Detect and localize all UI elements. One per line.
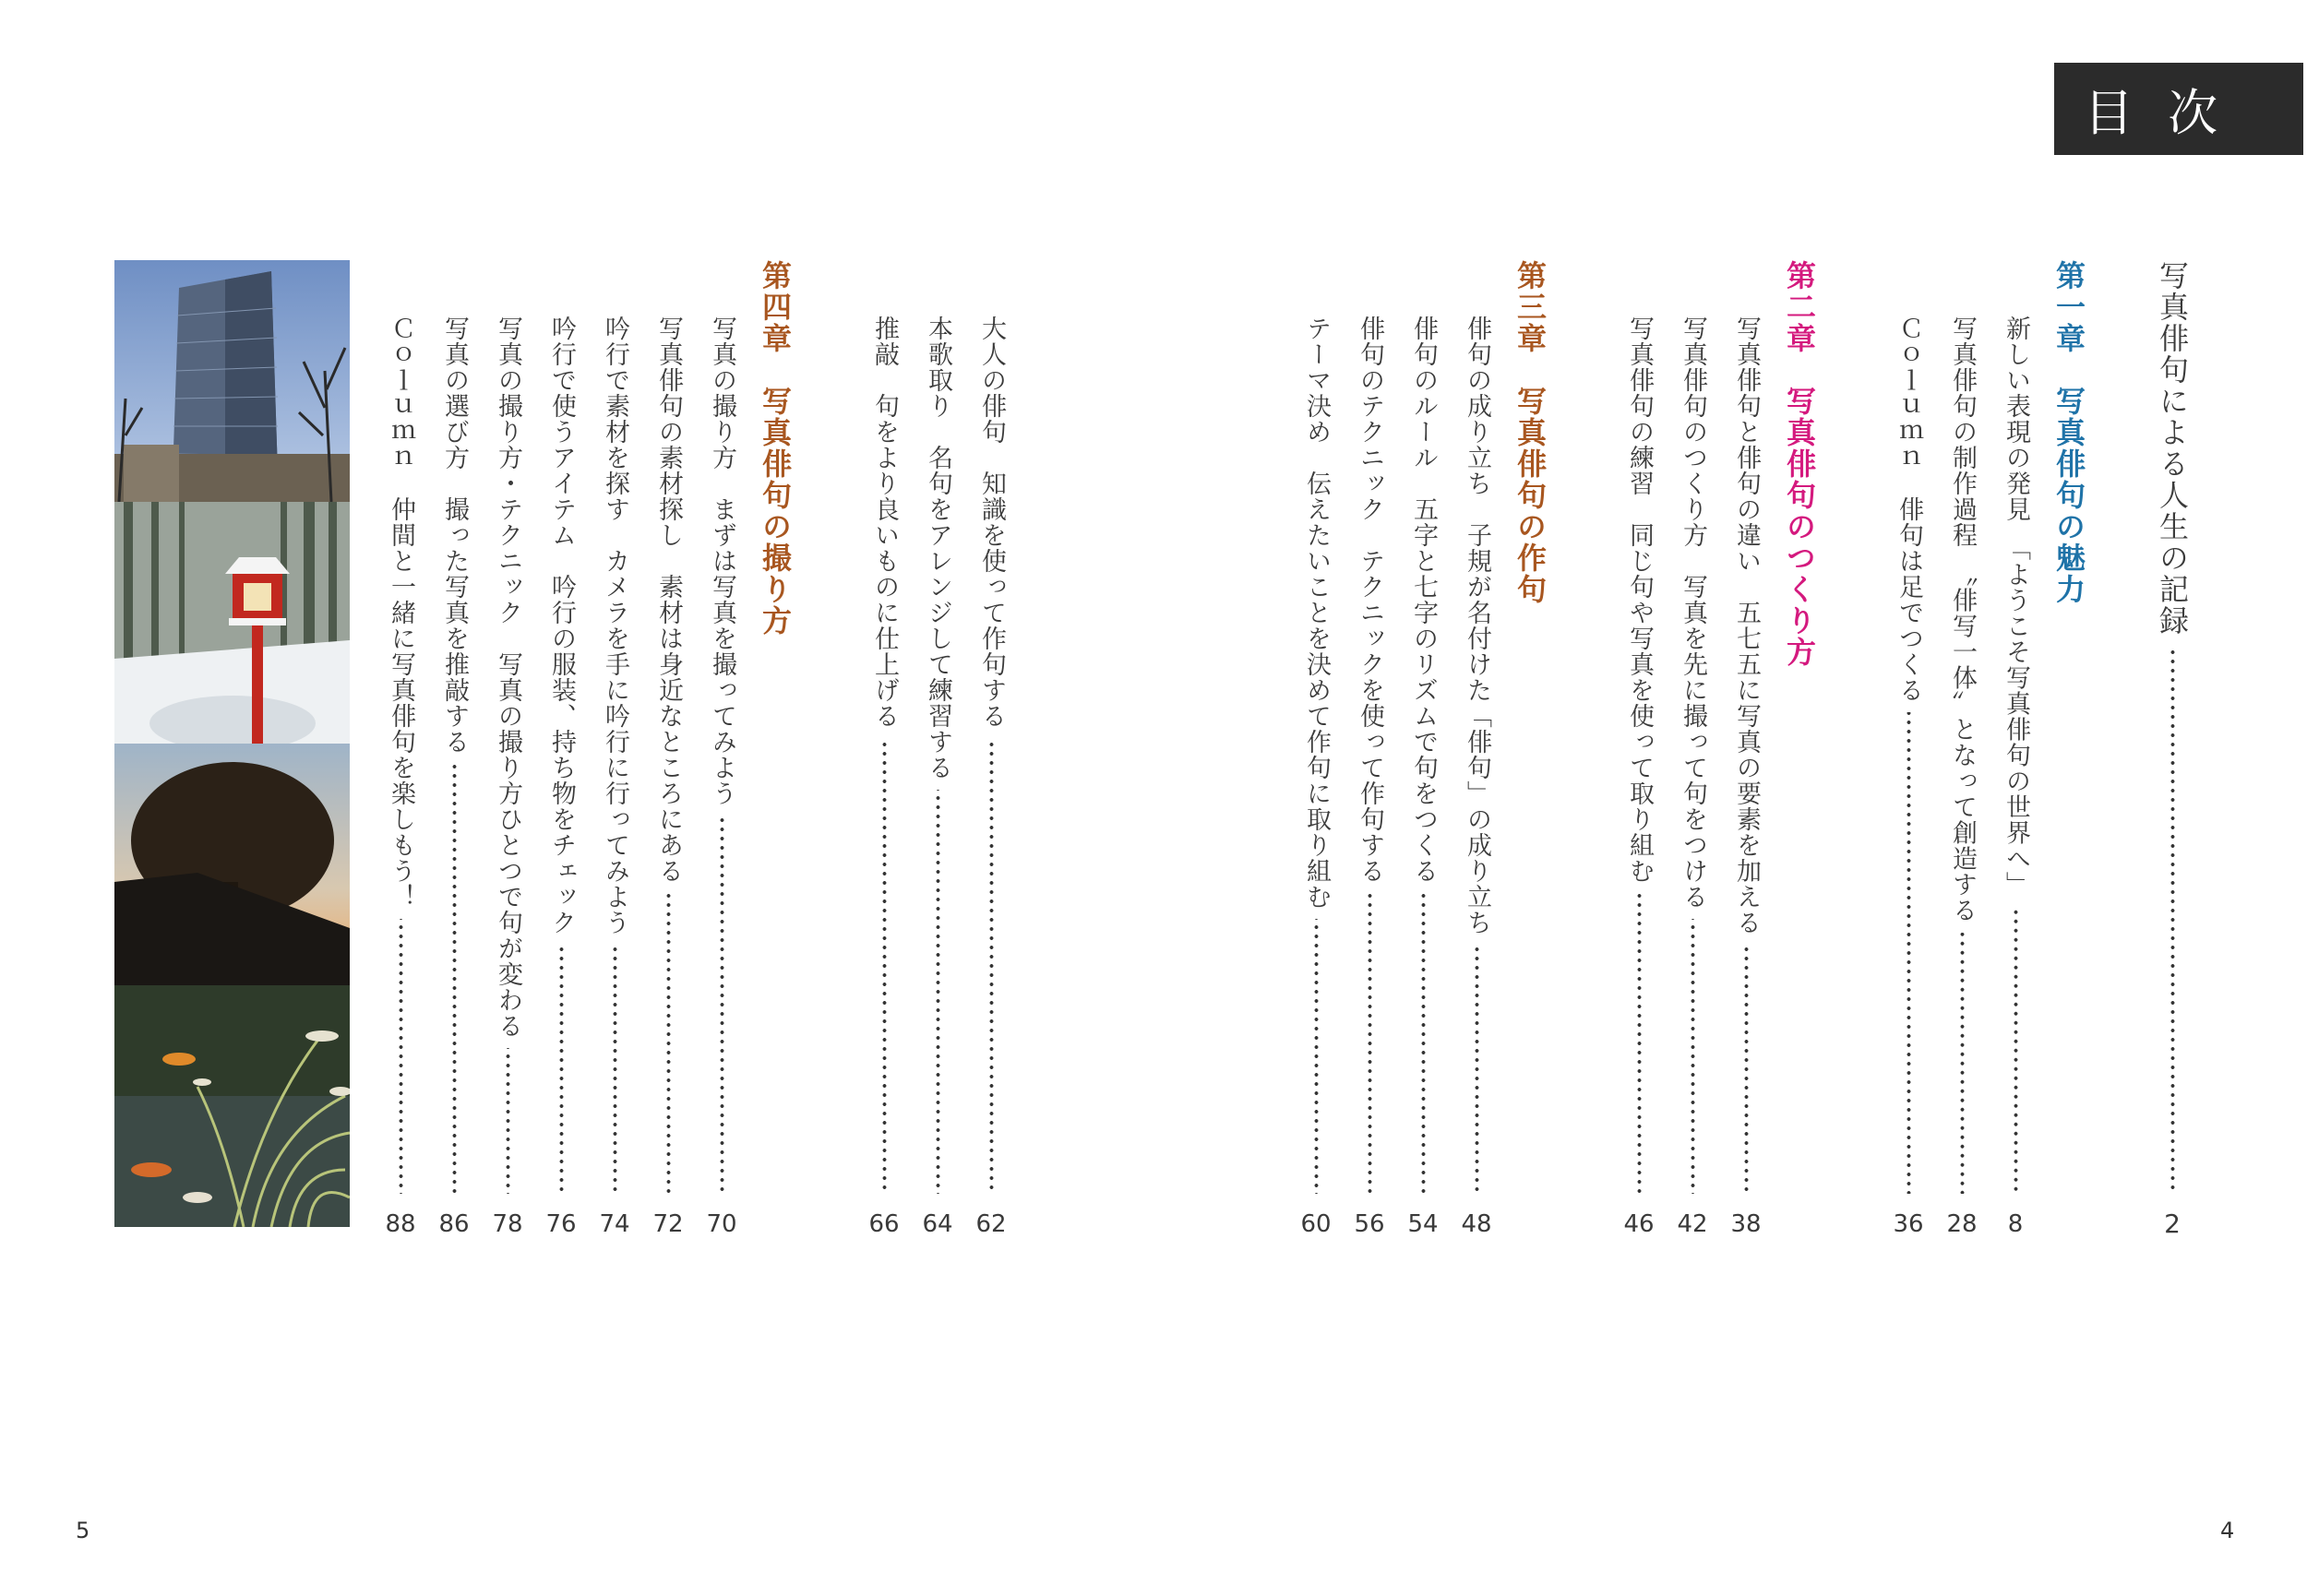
leader-dots xyxy=(1637,893,1642,1194)
photo-tree-silhouette xyxy=(114,744,350,985)
toc-entry-page: 72 xyxy=(652,1210,684,1238)
chapter-2-title: 第二章 写真俳句のつくり方 xyxy=(1782,260,1817,668)
toc-entry-page: 28 xyxy=(1946,1210,1978,1238)
leader-dots xyxy=(1421,893,1426,1194)
toc-entry-page: 88 xyxy=(385,1210,416,1238)
toc-entry[interactable] xyxy=(591,260,639,1238)
toc-entry-text: 俳句のテクニック テクニックを使って作句する xyxy=(1356,316,1384,884)
toc-entry-text: 写真俳句の素材探し 素材は身近なところにある xyxy=(654,316,683,884)
toc-entry-page: 86 xyxy=(438,1210,470,1238)
page-number-left: 5 xyxy=(76,1518,90,1543)
leader-dots xyxy=(506,1048,510,1194)
toc-entry-text: 俳句のルール 五字と七字のリズムで句をつくる xyxy=(1409,316,1438,884)
toc-entry-text: 写真俳句の練習 同じ句や写真を使って取り組む xyxy=(1625,316,1654,884)
toc-entry-page: 66 xyxy=(868,1210,900,1238)
toc-entry-text: 新しい表現の発見 「ようこそ写真俳句の世界へ」 xyxy=(2002,316,2030,898)
toc-entry[interactable] xyxy=(1668,260,1716,1238)
toc-entry[interactable] xyxy=(1452,260,1500,1238)
toc-entry-page: 60 xyxy=(1300,1210,1332,1238)
leader-dots xyxy=(720,816,724,1194)
chapter-3-title: 第三章 写真俳句の作句 xyxy=(1512,260,1548,605)
toc-entry-page: 36 xyxy=(1893,1210,1924,1238)
leader-dots xyxy=(1314,919,1319,1194)
toc-entry[interactable] xyxy=(698,260,746,1238)
toc-entry-text: 写真俳句の制作過程 〝俳写一体〟となって創造する xyxy=(1948,316,1977,923)
toc-entry[interactable] xyxy=(860,260,908,1238)
toc-entry[interactable] xyxy=(537,260,585,1238)
photo-skyscraper xyxy=(114,260,350,502)
leader-dots xyxy=(452,764,457,1194)
chapter-4-title: 第四章 写真俳句の撮り方 xyxy=(758,260,793,637)
toc-entry[interactable] xyxy=(1991,260,2039,1238)
leader-dots xyxy=(613,945,617,1194)
toc-entry-page: 8 xyxy=(2007,1210,2024,1238)
toc-entry[interactable] xyxy=(1938,260,1986,1238)
leader-dots xyxy=(1691,919,1695,1194)
leader-dots xyxy=(559,945,564,1194)
toc-entry-page: 56 xyxy=(1354,1210,1385,1238)
toc-entry[interactable] xyxy=(1884,260,1932,1238)
toc-entry-text: 本歌取り 名句をアレンジして練習する xyxy=(924,316,952,780)
toc-entry-text: 写真の撮り方 まずは写真を撮ってみよう xyxy=(708,316,736,806)
leader-dots xyxy=(2014,907,2018,1195)
toc-entry-page: 76 xyxy=(545,1210,577,1238)
toc-entry[interactable] xyxy=(1399,260,1447,1238)
toc-entry[interactable] xyxy=(430,260,478,1238)
leader-dots xyxy=(1368,893,1372,1194)
toc-entry-page: 74 xyxy=(599,1210,630,1238)
toc-entry[interactable] xyxy=(967,260,1015,1238)
toc-entry-text: 写真俳句による人生の記録 xyxy=(2155,260,2190,637)
leader-dots xyxy=(1475,945,1479,1194)
toc-entry[interactable] xyxy=(1722,260,1770,1238)
leader-dots xyxy=(666,893,671,1194)
leader-dots xyxy=(936,790,940,1194)
toc-header xyxy=(2054,63,2303,155)
page-number-right: 4 xyxy=(2220,1518,2235,1543)
toc-entry-page: 46 xyxy=(1623,1210,1655,1238)
toc-entry-text: 写真の撮り方・テクニック 写真の撮り方ひとつで句が変わる xyxy=(494,316,522,1039)
toc-entry[interactable] xyxy=(1345,260,1393,1238)
toc-entry[interactable] xyxy=(377,260,424,1238)
leader-dots xyxy=(989,738,994,1194)
toc-entry-page: 54 xyxy=(1407,1210,1439,1238)
toc-entry-page: 42 xyxy=(1677,1210,1708,1238)
leader-dots xyxy=(2170,646,2175,1194)
toc-entry-page: 64 xyxy=(922,1210,953,1238)
toc-entry-text: Ｃｏｌｕｍｎ 俳句は足でつくる xyxy=(1895,316,1923,703)
leader-dots xyxy=(1960,933,1965,1195)
toc-entry-page: 78 xyxy=(492,1210,523,1238)
toc-entry-text: Ｃｏｌｕｍｎ 仲間と一緒に写真俳句を楽しもう！ xyxy=(387,316,415,910)
toc-entry[interactable] xyxy=(484,260,532,1238)
toc-entry[interactable] xyxy=(644,260,692,1238)
toc-entry-intro[interactable] xyxy=(2148,260,2196,1238)
leader-dots xyxy=(882,738,887,1194)
toc-header-title: 目 次 xyxy=(2084,83,2228,142)
toc-entry-text: 吟行で素材を探す カメラを手に吟行に行ってみよう xyxy=(601,316,629,935)
toc-entry-text: 写真俳句と俳句の違い 五七五に写真の要素を加える xyxy=(1732,316,1761,935)
toc-entry-text: 写真俳句のつくり方 写真を先に撮って句をつける xyxy=(1679,316,1707,910)
toc-entry-text: 大人の俳句 知識を使って作句する xyxy=(977,316,1006,729)
toc-entry-page: 2 xyxy=(2164,1209,2181,1239)
toc-entry-text: 吟行で使うアイテム 吟行の服装、持ち物をチェック xyxy=(547,316,576,935)
toc-entry[interactable] xyxy=(1615,260,1663,1238)
toc-entry-page: 62 xyxy=(975,1210,1007,1238)
toc-entry-text: 推敲 句をより良いものに仕上げる xyxy=(870,316,899,729)
toc-entry-page: 48 xyxy=(1461,1210,1492,1238)
toc-entry[interactable] xyxy=(1292,260,1340,1238)
toc-entry-text: 俳句の成り立ち 子規が名付けた「俳句」の成り立ち xyxy=(1463,316,1491,935)
toc-entry-text: 写真の選び方 撮った写真を推敲する xyxy=(440,316,469,755)
leader-dots xyxy=(1907,712,1911,1194)
toc-entry-page: 38 xyxy=(1730,1210,1762,1238)
leader-dots xyxy=(399,919,403,1194)
toc-entry-text: テーマ決め 伝えたいことを決めて作句に取り組む xyxy=(1302,316,1331,910)
chapter-1-title: 第一章 写真俳句の魅力 xyxy=(2051,260,2086,605)
toc-entry[interactable] xyxy=(914,260,962,1238)
photo-koi-pond xyxy=(114,985,350,1227)
photo-strip xyxy=(114,260,350,1227)
leader-dots xyxy=(1744,945,1749,1194)
photo-snowy-lantern xyxy=(114,502,350,744)
toc-entry-page: 70 xyxy=(706,1210,737,1238)
